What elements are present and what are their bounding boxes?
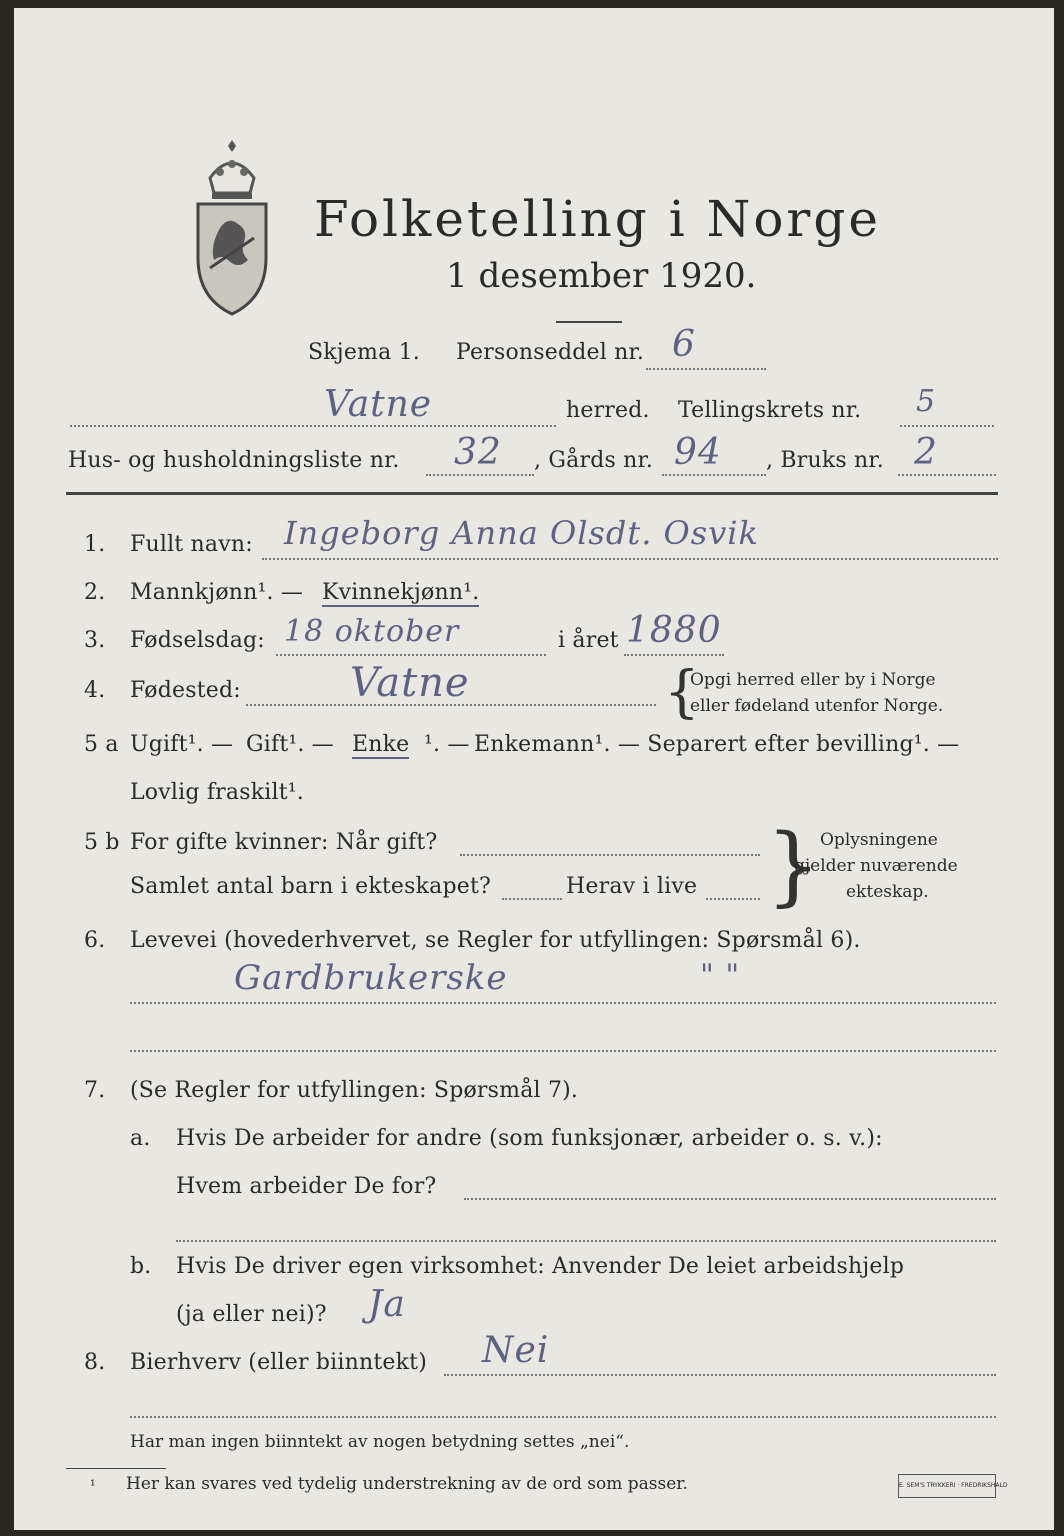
- tellingskrets-label: Tellingskrets nr.: [678, 398, 862, 423]
- census-date: 1 desember 1920.: [446, 256, 757, 296]
- q5a-number: 5 a: [84, 732, 119, 757]
- q2-number: 2.: [84, 580, 106, 605]
- year-line: [624, 654, 724, 656]
- sex-female-option: Kvinnekjønn¹.: [322, 580, 480, 605]
- marital-enke: Enke: [352, 732, 410, 757]
- q5b-note1: Oplysningene: [820, 830, 938, 850]
- alive-line: [706, 898, 760, 900]
- q5b-label3: Herav i live: [566, 874, 698, 899]
- employer-line2: [176, 1240, 996, 1242]
- hired-help-value: Ja: [368, 1284, 406, 1325]
- full-name-value: Ingeborg Anna Olsdt. Osvik: [284, 514, 759, 552]
- side-income-line1: [444, 1374, 996, 1376]
- q4-brace: {: [664, 660, 700, 725]
- q6-label: Levevei (hovederhvervet, se Regler for utfyllingen: Spørsmål 6).: [130, 928, 861, 953]
- q3-label: Fødselsdag:: [130, 628, 265, 653]
- tellingskrets-value: 5: [916, 384, 937, 419]
- q8-number: 8.: [84, 1350, 106, 1375]
- q4-note-line2: eller fødeland utenfor Norge.: [690, 696, 944, 716]
- marital-ugift: Ugift¹. —: [130, 732, 234, 757]
- marital-fraskilt: Lovlig fraskilt¹.: [130, 780, 304, 805]
- q1-label: Fullt navn:: [130, 532, 253, 557]
- section-divider: [66, 492, 998, 495]
- q7a-number: a.: [130, 1126, 151, 1151]
- q4-label: Fødested:: [130, 678, 241, 703]
- form-title: Folketelling i Norge: [314, 190, 881, 248]
- gards-label: , Gårds nr.: [534, 448, 654, 473]
- employer-line1: [464, 1198, 996, 1200]
- birthplace-value: Vatne: [350, 660, 470, 706]
- q5b-number: 5 b: [84, 830, 120, 855]
- bruks-line: [898, 474, 996, 476]
- coat-of-arms-icon: [190, 138, 274, 318]
- hus-value: 32: [454, 432, 502, 473]
- gards-value: 94: [674, 432, 722, 473]
- personseddel-label: Personseddel nr.: [456, 340, 645, 365]
- bruks-label: , Bruks nr.: [766, 448, 884, 473]
- when-married-line: [460, 854, 760, 856]
- birthday-value: 18 oktober: [284, 614, 460, 649]
- hus-label: Hus- og husholdningsliste nr.: [68, 448, 400, 473]
- q5b-brace: }: [766, 816, 821, 916]
- q7a-label1: Hvis De arbeider for andre (som funksjonær, arbeider o. s. v.):: [176, 1126, 883, 1151]
- q5b-note3: ekteskap.: [846, 882, 929, 902]
- census-form-page: [14, 8, 1054, 1530]
- children-line: [502, 898, 562, 900]
- q5b-label2: Samlet antal barn i ekteskapet?: [130, 874, 492, 899]
- q7a-label2: Hvem arbeider De for?: [176, 1174, 437, 1199]
- sex-male-option: Mannkjønn¹. —: [130, 580, 304, 605]
- footnote-divider: [66, 1468, 166, 1469]
- q4-note-line1: Opgi herred eller by i Norge: [690, 670, 936, 690]
- q7b-number: b.: [130, 1254, 152, 1279]
- herred-value: Vatne: [324, 384, 433, 425]
- printer-stamp: E. SEM'S TRYKKERI · FREDRIKSHALD: [898, 1474, 996, 1498]
- personseddel-line: [646, 368, 766, 370]
- occupation-line2: [130, 1050, 996, 1052]
- q7b-label2: (ja eller nei)?: [176, 1302, 327, 1327]
- title-divider: [556, 321, 622, 323]
- marital-rest: Enkemann¹. — Separert efter bevilling¹. —: [474, 732, 960, 757]
- footnote-mark: ¹: [90, 1478, 96, 1494]
- q7-label: (Se Regler for utfyllingen: Spørsmål 7).: [130, 1078, 579, 1103]
- q1-line: [262, 558, 998, 560]
- q7-number: 7.: [84, 1078, 106, 1103]
- tellingskrets-line: [900, 425, 994, 427]
- q5b-note2: gjelder nuværende: [794, 856, 958, 876]
- gards-line: [662, 474, 766, 476]
- q1-number: 1.: [84, 532, 106, 557]
- personseddel-value: 6: [672, 324, 696, 365]
- occupation-value: Gardbrukerske: [234, 958, 508, 998]
- side-income-value: Nei: [482, 1330, 550, 1371]
- q8-label: Bierhverv (eller biinntekt): [130, 1350, 428, 1375]
- herred-label: herred.: [566, 398, 650, 423]
- q5b-label1: For gifte kvinner: Når gift?: [130, 830, 438, 855]
- bruks-value: 2: [914, 432, 938, 473]
- q4-number: 4.: [84, 678, 106, 703]
- q3-number: 3.: [84, 628, 106, 653]
- marital-enke-sup: ¹. —: [424, 732, 470, 757]
- footnote-text: Her kan svares ved tydelig understrekning av de ord som passer.: [126, 1474, 688, 1494]
- q7b-label1: Hvis De driver egen virksomhet: Anvender De leiet arbeidshjelp: [176, 1254, 905, 1279]
- birthday-line: [276, 654, 546, 656]
- q6-number: 6.: [84, 928, 106, 953]
- footer-note: Har man ingen biinntekt av nogen betydning settes „nei“.: [130, 1432, 630, 1452]
- occupation-line1: [130, 1002, 996, 1004]
- side-income-line2: [130, 1416, 996, 1418]
- hus-line: [426, 474, 534, 476]
- schema-label: Skjema 1.: [308, 340, 421, 365]
- occupation-extra: " ": [700, 958, 741, 993]
- herred-line: [70, 425, 556, 427]
- marital-gift: Gift¹. —: [246, 732, 334, 757]
- year-label: i året: [558, 628, 619, 653]
- birth-year-value: 1880: [626, 610, 722, 651]
